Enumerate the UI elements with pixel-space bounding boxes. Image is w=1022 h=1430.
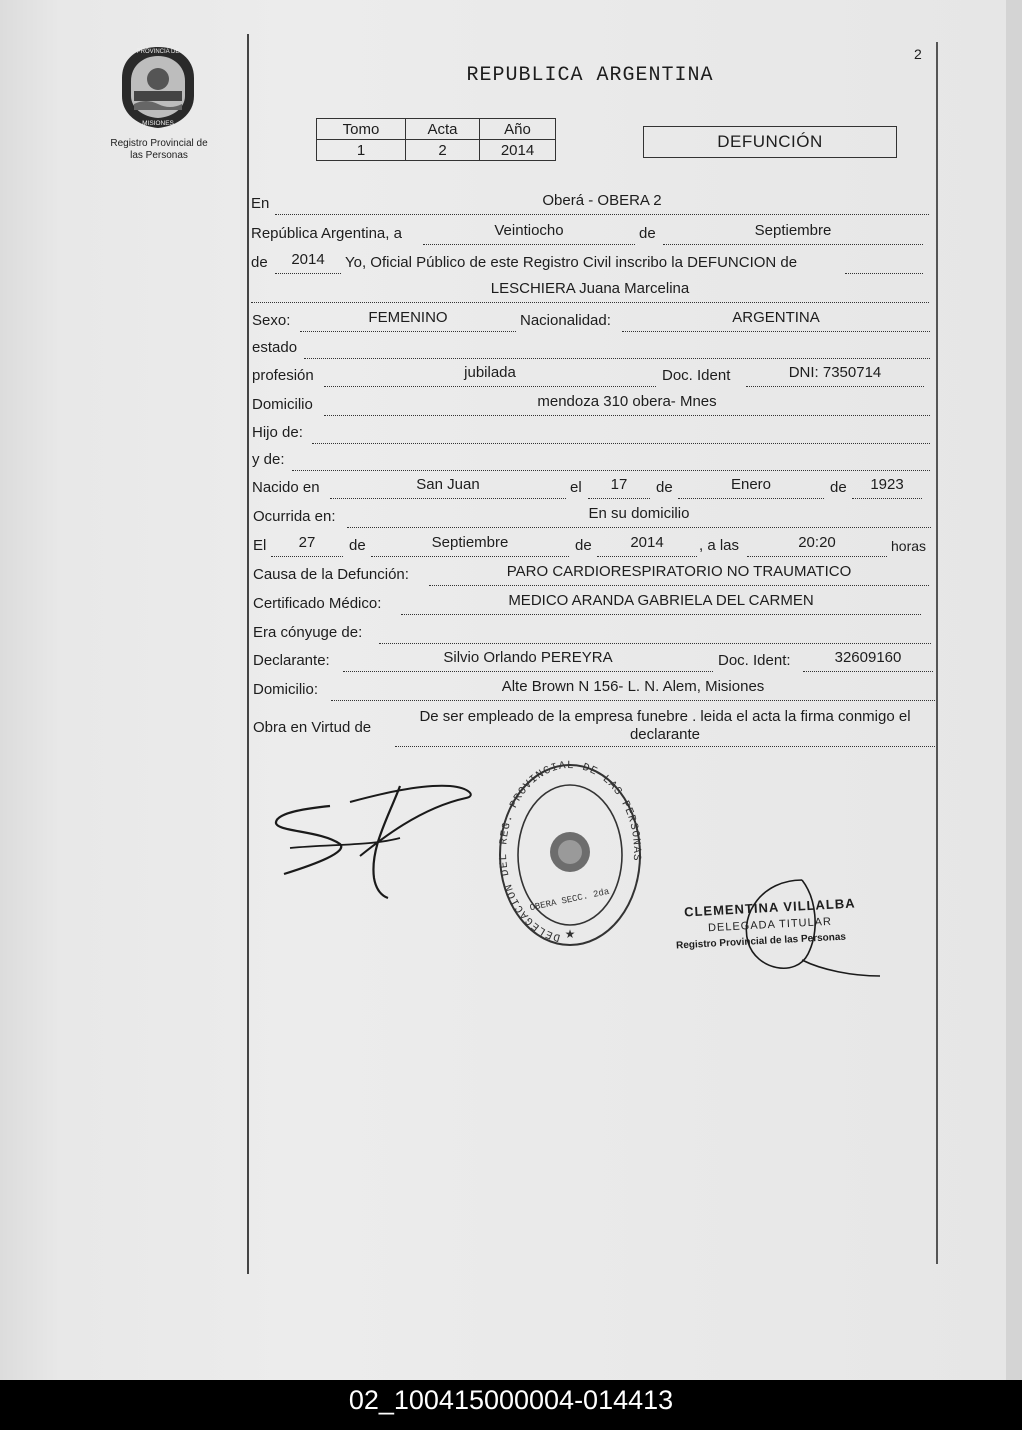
svg-text:DELEGACION DEL REG. PROVINCIAL: DELEGACION DEL REG. PROVINCIAL DE LAS PERSONAS [497, 760, 643, 943]
ocurrida-label: Ocurrida en: [253, 508, 336, 525]
hijo-field [312, 423, 930, 444]
certificado-field: MEDICO ARANDA GABRIELA DEL CARMEN [401, 594, 921, 615]
row-place [251, 194, 931, 214]
de-label-4: de [830, 479, 847, 496]
sexo-field: FEMENINO [300, 311, 516, 332]
conyuge-field [379, 623, 931, 644]
profesion-label: profesión [252, 367, 314, 384]
domicilio-label: Domicilio [252, 396, 313, 413]
month-field: Septiembre [663, 224, 923, 245]
row-causa [253, 565, 933, 585]
nacido-label: Nacido en [252, 479, 320, 496]
row-obra [253, 708, 937, 750]
row-decl-domicilio [253, 680, 937, 700]
de-label: de [639, 225, 656, 242]
obra-label: Obra en Virtud de [253, 719, 372, 736]
svg-text:★: ★ [564, 927, 576, 941]
tomo-header: Tomo [317, 119, 406, 140]
inscribo-text: Yo, Oficial Público de este Registro Civil inscribo la DEFUNCION de [345, 254, 798, 271]
row-domicilio [252, 395, 932, 415]
delegate-office: Registro Provincial de las Personas [675, 931, 847, 952]
row-declarante [253, 651, 937, 671]
profesion-field: jubilada [324, 366, 656, 387]
record-type-box: DEFUNCIÓN [643, 126, 897, 158]
anio-value: 2014 [480, 140, 556, 161]
deceased-name-field: LESCHIERA Juana Marcelina [251, 282, 929, 303]
provincial-coat-of-arms-logo [118, 44, 198, 130]
official-seal [495, 760, 645, 950]
row-sex [252, 311, 932, 331]
horas-label: horas [891, 538, 927, 554]
estado-field [304, 338, 930, 359]
obra-field: De ser empleado de la empresa funebre . leida el acta la firma conmigo el declarante [395, 708, 935, 747]
decl-domicilio-field: Alte Brown N 156- L. N. Alem, Misiones [331, 680, 935, 701]
causa-label: Causa de la Defunción: [253, 566, 409, 583]
certificado-label: Certificado Médico: [253, 595, 382, 612]
yde-field [292, 450, 930, 471]
decl-domicilio-label: Domicilio: [253, 681, 319, 698]
en-field: Oberá - OBERA 2 [275, 194, 929, 215]
nac-mes-field: Enero [678, 478, 824, 499]
row-certificado [253, 594, 933, 614]
en-label: En [251, 195, 270, 212]
sexo-label: Sexo: [252, 312, 291, 329]
row-hijo [252, 423, 932, 443]
el-label: el [570, 479, 582, 496]
left-margin-rule [247, 34, 249, 1274]
nac-anio-field: 1923 [852, 478, 922, 499]
declarant-signature [270, 778, 480, 908]
acta-header: Acta [406, 119, 480, 140]
svg-text:OBERA SECC. 2da: OBERA SECC. 2da [528, 886, 611, 914]
decl-doc-label: Doc. Ident: [718, 652, 791, 669]
anio-header: Año [480, 119, 556, 140]
row-name [251, 282, 931, 302]
row-estado [252, 338, 932, 358]
de-label-5: de [349, 537, 366, 554]
hora-field: 20:20 [747, 536, 887, 557]
de-label-2: de [251, 254, 268, 271]
row-profesion [252, 366, 932, 386]
acta-value: 2 [406, 140, 480, 161]
nacionalidad-field: ARGENTINA [622, 311, 930, 332]
scan-footer-code: 02_100415000004-014413 [0, 1380, 1022, 1430]
page-title: REPUBLICA ARGENTINA [466, 64, 714, 87]
declarante-label: Declarante: [253, 652, 330, 669]
row-date [251, 224, 931, 244]
nacido-field: San Juan [330, 478, 566, 499]
svg-text:MISIONES: MISIONES [142, 120, 174, 127]
decl-doc-field: 32609160 [803, 651, 933, 672]
row-year [251, 253, 931, 273]
def-anio-field: 2014 [597, 536, 697, 557]
tomo-value: 1 [317, 140, 406, 161]
day-field: Veintiocho [423, 224, 635, 245]
year-field: 2014 [275, 253, 341, 274]
docident-field: DNI: 7350714 [746, 366, 924, 387]
row-yde [252, 450, 932, 470]
docident-label: Doc. Ident [662, 367, 731, 384]
nacionalidad-label: Nacionalidad: [520, 312, 611, 329]
row-conyuge [253, 623, 933, 643]
page-edge [1006, 0, 1022, 1380]
domicilio-field: mendoza 310 obera- Mnes [324, 395, 930, 416]
declarante-field: Silvio Orlando PEREYRA [343, 651, 713, 672]
de-label-6: de [575, 537, 592, 554]
acta-reference-table [316, 118, 556, 161]
def-dia-field: 27 [271, 536, 343, 557]
republica-label: República Argentina, a [251, 225, 402, 242]
el-label-2: El [253, 537, 267, 554]
alas-label: , a las [699, 537, 740, 554]
de-label-3: de [656, 479, 673, 496]
row-nacimiento [252, 478, 932, 498]
delegate-stamp [672, 874, 882, 984]
estado-label: estado [252, 339, 298, 356]
hijo-label: Hijo de: [252, 424, 303, 441]
row-ocurrida [253, 507, 933, 527]
causa-field: PARO CARDIORESPIRATORIO NO TRAUMATICO [429, 565, 929, 586]
conyuge-label: Era cónyuge de: [253, 624, 363, 641]
delegate-name: CLEMENTINA VILLALBA [683, 895, 856, 920]
ocurrida-field: En su domicilio [347, 507, 931, 528]
delegate-role: DELEGADA TITULAR [707, 915, 833, 935]
page-number: 2 [914, 46, 922, 62]
row-fecha-defuncion [253, 536, 933, 556]
def-mes-field: Septiembre [371, 536, 569, 557]
inscribo-blank [845, 253, 923, 274]
nac-dia-field: 17 [588, 478, 650, 499]
yde-label: y de: [252, 451, 285, 468]
registry-name: Registro Provincial de las Personas [110, 138, 208, 161]
svg-text:PROVINCIA DE: PROVINCIA DE [136, 49, 180, 55]
